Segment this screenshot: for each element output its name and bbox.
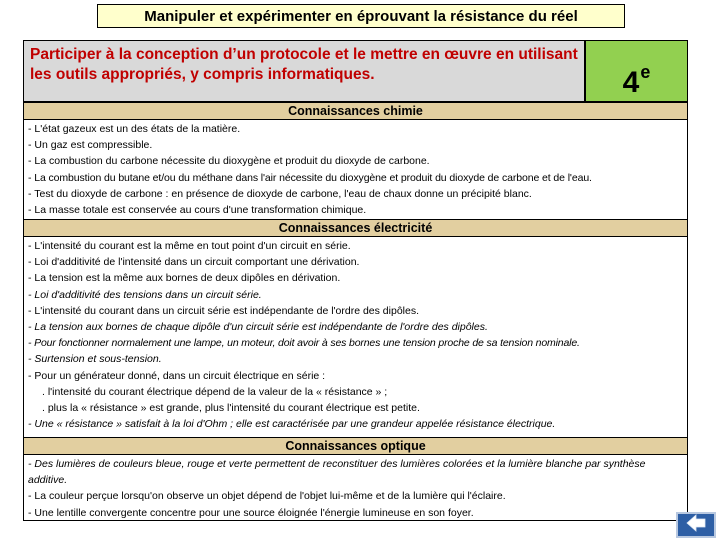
list-item: - L'intensité du courant est la même en tout point d'un circuit en série. xyxy=(28,240,351,252)
list-item: - Loi d'additivité de l'intensité dans un circuit comportant une dérivation. xyxy=(28,256,360,269)
list-item: - Des lumières de couleurs bleue, rouge et verte permettent de reconstituer des lumières colorées et la lumière blanche par synthèse additive. xyxy=(28,458,646,487)
back-arrow-icon xyxy=(685,514,707,537)
list-item: . l'intensité du courant électrique dépend de la valeur de la « résistance » ; xyxy=(42,385,388,398)
list-item: - Pour un générateur donné, dans un circuit électrique en série : xyxy=(28,369,326,382)
grade-suffix: e xyxy=(640,62,651,82)
section-heading-electricite: Connaissances électricité xyxy=(23,219,688,237)
list-item: - Un gaz est compressible. xyxy=(28,139,153,152)
page-title: Manipuler et expérimenter en éprouvant la résistance du réel xyxy=(97,4,625,28)
list-item: - La masse totale est conservée au cours d'une transformation chimique. xyxy=(28,204,367,217)
list-item: . plus la « résistance » est grande, plus l'intensité du courant électrique est petite. xyxy=(42,402,420,415)
list-item: - La tension aux bornes de chaque dipôle d'un circuit série est indépendante de l'ordre des dipôles. xyxy=(28,321,488,334)
competence-statement: Participer à la conception d’un protocole et le mettre en œuvre en utilisant les outils appropriés, y compris informatiques. xyxy=(23,40,585,102)
list-item: - Pour fonctionner normalement une lampe, un moteur, doit avoir à ses bornes une tension proche de sa tension nominale. xyxy=(28,337,580,350)
section-body-chimie xyxy=(23,120,688,220)
grade-number: 4 xyxy=(622,66,640,99)
section-body-optique xyxy=(23,455,688,521)
list-item: - Test du dioxyde de carbone : en présence de dioxyde de carbone, l'eau de chaux donne un précipité blanc. xyxy=(28,187,532,200)
list-item: - L'intensité du courant dans un circuit série est indépendante de l'ordre des dipôles. xyxy=(28,304,420,317)
list-item: - Une lentille convergente concentre pour une source éloignée l'énergie lumineuse en son foyer. xyxy=(28,506,474,519)
back-button[interactable] xyxy=(676,512,716,538)
section-heading-optique: Connaissances optique xyxy=(23,437,688,455)
list-item: - Une « résistance » satisfait à la loi d'Ohm ; elle est caractérisée par une grandeur appelée résistance électrique. xyxy=(28,418,556,431)
list-item: - La tension est la même aux bornes de deux dipôles en dérivation. xyxy=(28,272,341,285)
grade-level-badge xyxy=(585,40,688,102)
list-item: - Loi d'additivité des tensions dans un circuit série. xyxy=(28,288,262,301)
section-body-electricite xyxy=(23,237,688,438)
list-item: - La combustion du butane et/ou du méthane dans l'air nécessite du dioxygène et produit du dioxyde de carbone et de l'eau. xyxy=(28,171,592,184)
list-item: - Surtension et sous-tension. xyxy=(28,353,162,366)
section-heading-chimie: Connaissances chimie xyxy=(23,102,688,120)
list-item: - La couleur perçue lorsqu'on observe un objet dépend de l'objet lui-même et de la lumière qui l'éclaire. xyxy=(28,490,506,503)
list-item: - La combustion du carbone nécessite du dioxygène et produit du dioxyde de carbone. xyxy=(28,155,430,168)
list-item: - L'état gazeux est un des états de la matière. xyxy=(28,123,241,135)
